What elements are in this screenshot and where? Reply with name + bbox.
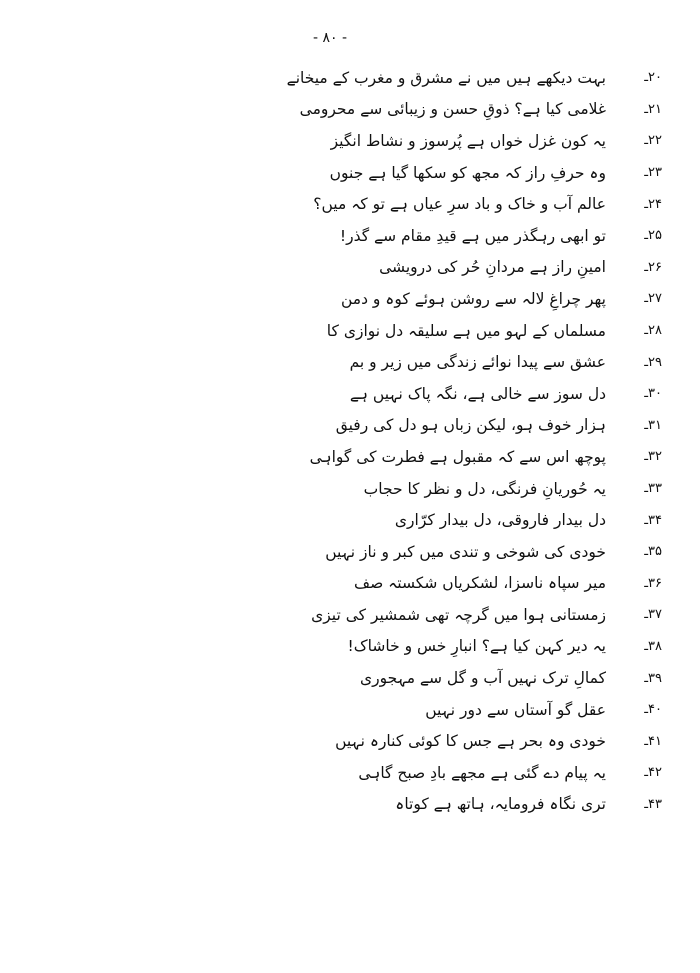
item-text: کمالِ ترک نہیں آب و گل سے مہجوری xyxy=(359,669,606,688)
item-text: بہت دیکھے ہیں میں نے مشرق و مغرب کے میخانے xyxy=(286,68,606,87)
item-text: یہ کون غزل خواں ہے پُرسوز و نشاط انگیز xyxy=(330,131,606,150)
item-number: ۳۳ـ xyxy=(644,481,662,497)
item-number: ۲۲ـ xyxy=(644,133,662,149)
item-number: ۳۶ـ xyxy=(644,575,662,591)
list-item xyxy=(250,757,670,789)
item-number: ۲۵ـ xyxy=(644,228,662,244)
item-text: تری نگاہ فرومایہ، ہاتھ ہے کوتاہ xyxy=(395,795,606,814)
list-item xyxy=(250,473,670,505)
list-item xyxy=(250,441,670,473)
item-text: عقل گو آستاں سے دور نہیں xyxy=(425,700,606,719)
list-item xyxy=(250,157,670,189)
list-item xyxy=(250,188,670,220)
list-item xyxy=(250,599,670,631)
list-item xyxy=(250,568,670,600)
item-text: یہ دیر کہن کیا ہے؟ انبارِ خس و خاشاک! xyxy=(347,637,606,656)
item-text: امینِ راز ہے مردانِ حُر کی درویشی xyxy=(379,258,606,277)
item-number: ۴۳ـ xyxy=(644,796,662,812)
item-text: میر سپاہ ناسزا، لشکریاں شکستہ صف xyxy=(354,574,606,593)
item-number: ۲۹ـ xyxy=(644,354,662,370)
list-item xyxy=(250,283,670,315)
item-number: ۲۴ـ xyxy=(644,196,662,212)
item-number: ۲۶ـ xyxy=(644,259,662,275)
item-number: ۳۸ـ xyxy=(644,638,662,654)
list-item xyxy=(250,252,670,284)
list-item xyxy=(250,62,670,94)
item-text: ہزار خوف ہو، لیکن زباں ہو دل کی رفیق xyxy=(335,416,606,435)
list-item xyxy=(250,125,670,157)
item-text: پھر چراغِ لالہ سے روشن ہوئے کوہ و دمن xyxy=(340,289,606,308)
list-item xyxy=(250,504,670,536)
item-text: دل بیدار فاروقی، دل بیدار کرّاری xyxy=(394,511,606,530)
item-number: ۲۰ـ xyxy=(644,70,662,86)
list-item xyxy=(250,94,670,126)
item-number: ۳۹ـ xyxy=(644,670,662,686)
item-number: ۳۱ـ xyxy=(644,417,662,433)
item-number: ۳۵ـ xyxy=(644,544,662,560)
item-number: ۴۰ـ xyxy=(644,702,662,718)
item-text: خودی وہ بحر ہے جس کا کوئی کنارہ نہیں xyxy=(335,732,606,751)
list-item xyxy=(250,220,670,252)
item-text: مسلماں کے لہو میں ہے سلیقہ دل نوازی کا xyxy=(326,321,606,340)
item-text: عشق سے پیدا نوائے زندگی میں زیر و بم xyxy=(349,353,606,372)
item-text: تو ابھی رہگذر میں ہے قیدِ مقام سے گذر! xyxy=(339,226,606,245)
item-number: ۳۰ـ xyxy=(644,386,662,402)
list-item xyxy=(250,631,670,663)
item-number: ۳۷ـ xyxy=(644,607,662,623)
poem-index-list xyxy=(250,62,670,820)
item-number: ۳۲ـ xyxy=(644,449,662,465)
item-number: ۲۳ـ xyxy=(644,165,662,181)
item-text: عالم آب و خاک و باد سرِ عیاں ہے تو کہ میں؟ xyxy=(313,195,606,214)
item-number: ۲۷ـ xyxy=(644,291,662,307)
list-item xyxy=(250,725,670,757)
list-item xyxy=(250,694,670,726)
item-text: خودی کی شوخی و تندی میں کبر و ناز نہیں xyxy=(325,542,606,561)
list-item xyxy=(250,789,670,821)
item-text: دل سوز سے خالی ہے، نگہ پاک نہیں ہے xyxy=(349,384,606,403)
item-number: ۴۱ـ xyxy=(644,733,662,749)
list-item xyxy=(250,378,670,410)
item-text: پوچھ اس سے کہ مقبول ہے فطرت کی گواہی xyxy=(309,447,606,466)
item-text: وہ حرفِ راز کہ مجھ کو سکھا گیا ہے جنوں xyxy=(329,163,606,182)
list-item xyxy=(250,662,670,694)
item-number: ۲۸ـ xyxy=(644,323,662,339)
item-number: ۳۴ـ xyxy=(644,512,662,528)
list-item xyxy=(250,410,670,442)
item-text: غلامی کیا ہے؟ ذوقِ حسن و زیبائی سے محرومی xyxy=(299,100,606,119)
list-item xyxy=(250,346,670,378)
list-item xyxy=(250,315,670,347)
item-text: یہ حُوریانِ فرنگی، دل و نظر کا حجاب xyxy=(363,479,606,498)
item-text: یہ پیام دے گئی ہے مجھے بادِ صبح گاہی xyxy=(358,763,606,782)
item-number: ۴۲ـ xyxy=(644,765,662,781)
item-number: ۲۱ـ xyxy=(644,101,662,117)
item-text: زمستانی ہوا میں گرچہ تھی شمشیر کی تیزی xyxy=(311,605,606,624)
list-item xyxy=(250,536,670,568)
page-number: - ۸۰ - xyxy=(312,30,348,46)
